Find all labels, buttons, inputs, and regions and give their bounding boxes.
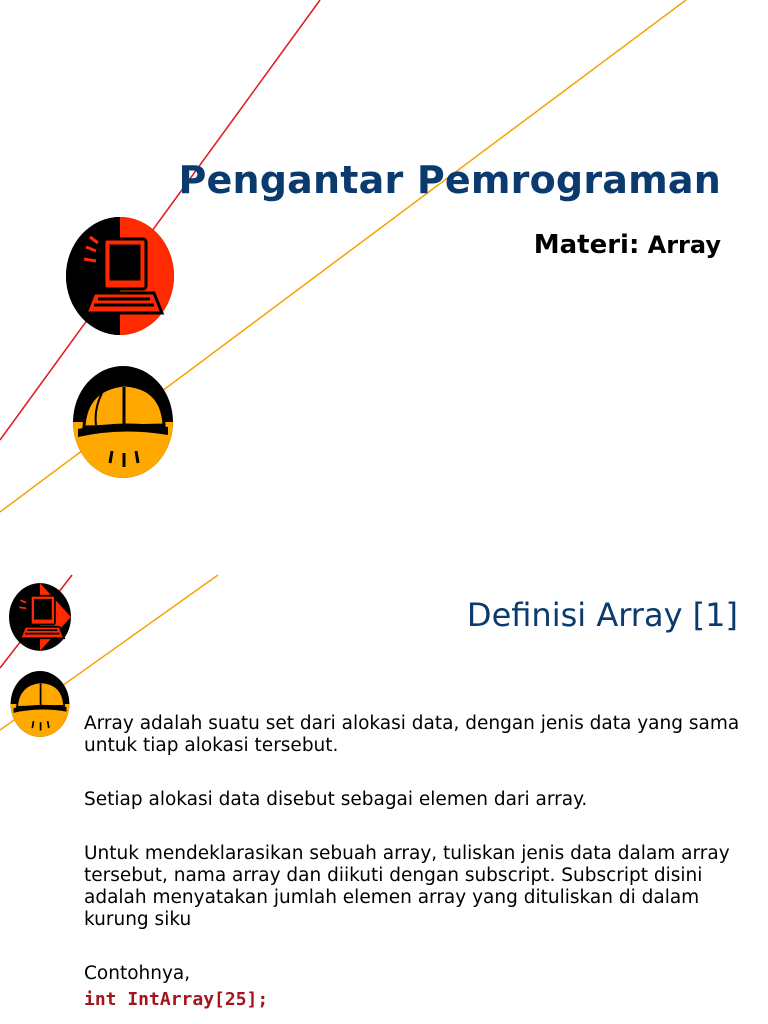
paragraph: Array adalah suatu set dari alokasi data, dengan jenis data yang sama untuk tiap alokasi tersebut.: [84, 713, 740, 756]
computer-icon: [64, 215, 176, 337]
presentation-subtitle: [534, 230, 721, 260]
paragraph: Untuk mendeklarasikan sebuah array, tuliskan jenis data dalam array tersebut, nama array dan diikuti dengan subscript. Subscript disini adalah menyatakan jumlah elemen array yang dituliskan di dalam kurung siku: [84, 843, 730, 930]
presentation-title: Pengantar Pemrograman: [178, 158, 721, 202]
hard-hat-icon: [72, 365, 174, 479]
computer-icon: [7, 582, 73, 652]
slide-body: [84, 713, 744, 1011]
example-code: int IntArray[25];: [84, 989, 269, 1010]
hard-hat-icon: [10, 670, 70, 738]
example-block: [84, 963, 744, 1011]
content-slide: [0, 540, 768, 1024]
slide-title: Definisi Array [1]: [466, 596, 738, 634]
subtitle-value: Array: [647, 231, 721, 259]
subtitle-label: Materi:: [533, 230, 640, 260]
example-label: Contohnya,: [84, 963, 191, 984]
paragraph: Setiap alokasi data disebut sebagai elemen dari array.: [84, 789, 588, 810]
